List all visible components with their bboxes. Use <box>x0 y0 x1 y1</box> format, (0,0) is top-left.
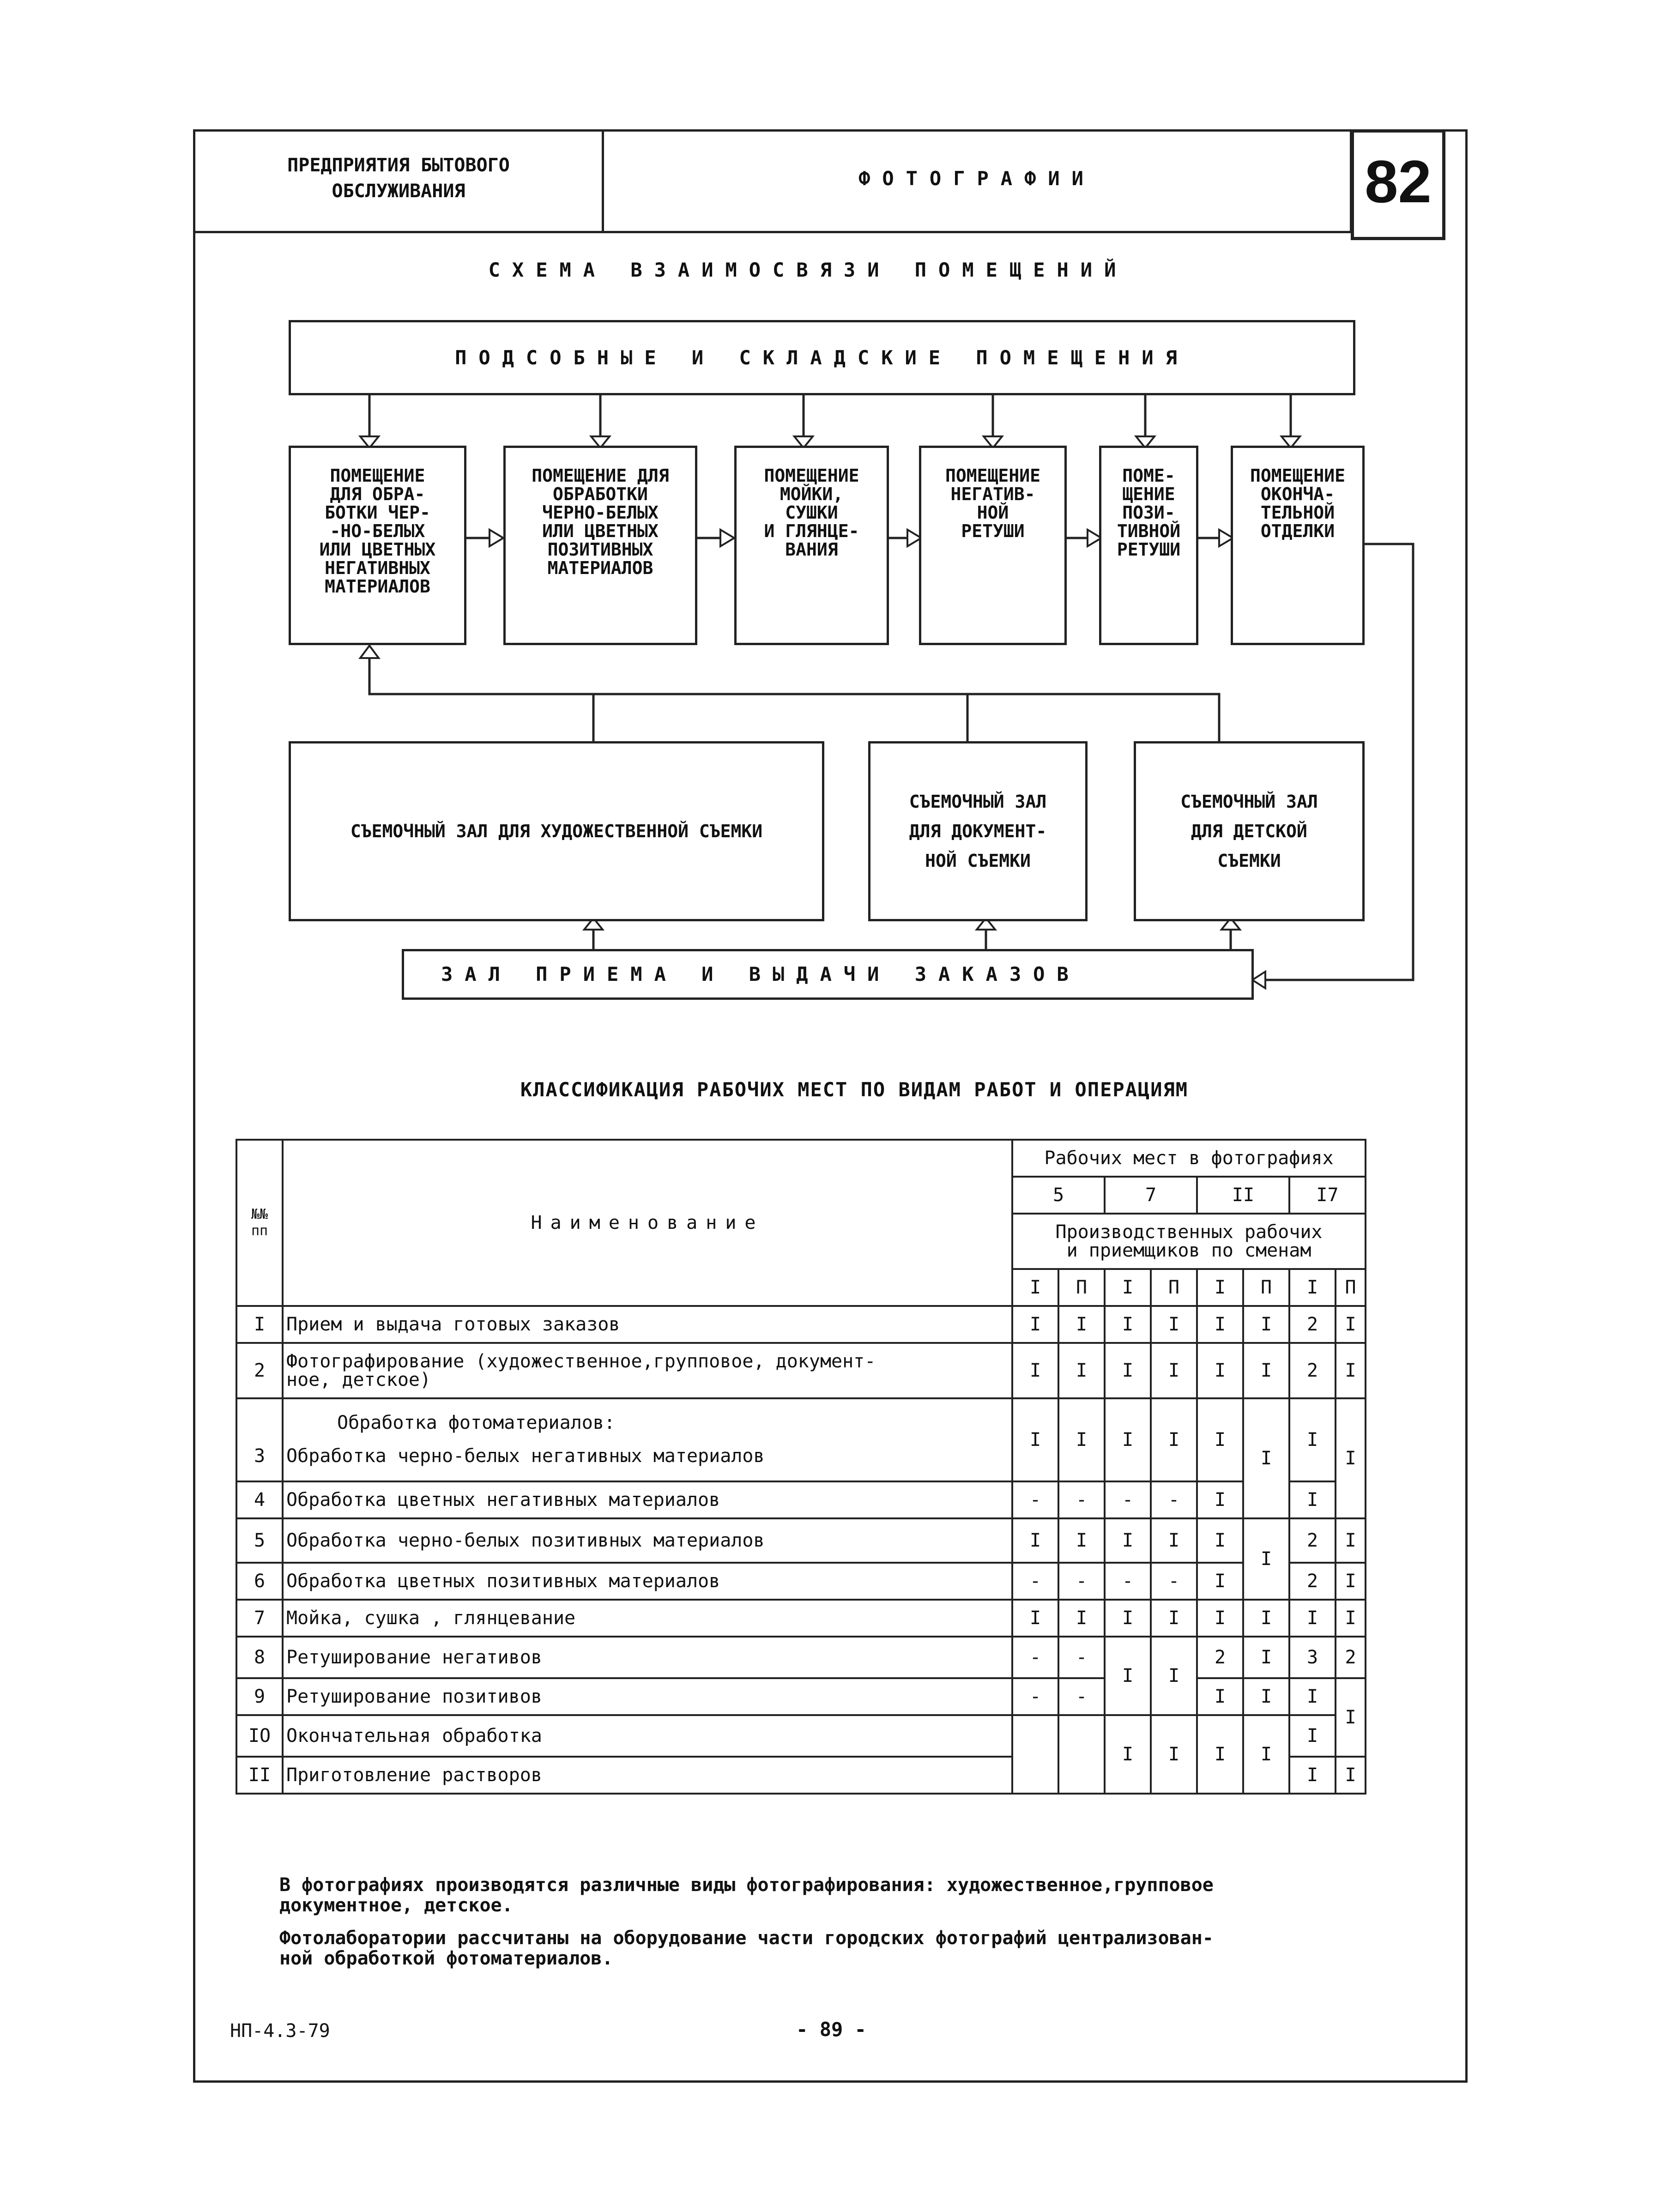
row-number: I <box>236 1306 283 1343</box>
shift-label: П <box>1151 1269 1197 1306</box>
document-code: НП-4.3-79 <box>230 2020 330 2042</box>
table-row <box>236 1306 1366 1343</box>
cell-value: I <box>1105 1600 1151 1637</box>
cell-value: I <box>1289 1481 1336 1518</box>
cell-value-empty <box>1012 1715 1058 1794</box>
row-name: Прием и выдача готовых заказов <box>283 1306 1012 1343</box>
cell-value: I <box>1336 1306 1366 1343</box>
row-name: Окончательная обработка <box>283 1715 1012 1757</box>
table-row <box>236 1481 1366 1518</box>
row-name-block <box>283 1398 1012 1481</box>
cell-value: I <box>1243 1306 1289 1343</box>
table-row <box>236 1563 1366 1600</box>
shift-label: П <box>1243 1269 1289 1306</box>
cell-value: 2 <box>1289 1306 1336 1343</box>
cell-value: - <box>1151 1563 1197 1600</box>
row-name: Мойка, сушка , глянцевание <box>283 1600 1012 1637</box>
cell-value: I <box>1151 1600 1197 1637</box>
auxiliary-rooms-box: ПОДСОБНЫЕ И СКЛАДСКИЕ ПОМЕЩЕНИЯ <box>289 320 1355 395</box>
cell-value: - <box>1058 1563 1105 1600</box>
row-number: 9 <box>236 1678 283 1715</box>
cell-value: I <box>1336 1563 1366 1600</box>
cell-value: I <box>1012 1600 1058 1637</box>
row-name: Фотографирование (художественное,групповое, документ- ное, детское) <box>283 1343 1012 1398</box>
room-negative-processing: ПОМЕЩЕНИЕ ДЛЯ ОБРА- БОТКИ ЧЕР- -НО-БЕЛЫХ ИЛИ ЦВЕТНЫХ НЕГАТИВНЫХ МАТЕРИАЛОВ <box>289 446 466 645</box>
count-5: 5 <box>1012 1177 1105 1214</box>
row-number: II <box>236 1757 283 1794</box>
cell-value: I <box>1243 1678 1289 1715</box>
table-row <box>236 1343 1366 1398</box>
hall-artistic-shooting: СЪЕМОЧНЫЙ ЗАЛ ДЛЯ ХУДОЖЕСТВЕННОЙ СЪЕМКИ <box>289 741 824 921</box>
cell-value: 2 <box>1336 1637 1366 1678</box>
note-2: Фотолаборатории рассчитаны на оборудование части городских фотографий централизован- ной обработкой фотоматериалов. <box>279 1928 1214 1969</box>
row-number: 4 <box>236 1481 283 1518</box>
cell-value: I <box>1289 1715 1336 1757</box>
cell-value: 2 <box>1197 1637 1243 1678</box>
shift-label: П <box>1336 1269 1366 1306</box>
row-number: 5 <box>236 1518 283 1563</box>
cell-value: I <box>1197 1678 1243 1715</box>
cell-value: I <box>1243 1637 1289 1678</box>
room-final-finishing: ПОМЕЩЕНИЕ ОКОНЧА- ТЕЛЬНОЙ ОТДЕЛКИ <box>1231 446 1365 645</box>
group-heading: Обработка фотоматериалов: <box>337 1412 616 1433</box>
cell-value: I <box>1336 1343 1366 1398</box>
cell-value: - <box>1105 1563 1151 1600</box>
cell-value: I <box>1105 1518 1151 1563</box>
table-row <box>236 1637 1366 1678</box>
row-number: 8 <box>236 1637 283 1678</box>
table-row <box>236 1398 1366 1481</box>
cell-value: I <box>1058 1306 1105 1343</box>
room-negative-retouch: ПОМЕЩЕНИЕ НЕГАТИВ- НОЙ РЕТУШИ <box>919 446 1067 645</box>
cell-value: I <box>1243 1343 1289 1398</box>
row-number: 2 <box>236 1343 283 1398</box>
cell-value: - <box>1105 1481 1151 1518</box>
cell-value: I <box>1197 1600 1243 1637</box>
cell-value: I <box>1151 1343 1197 1398</box>
cell-value: I <box>1058 1343 1105 1398</box>
table-row <box>236 1715 1366 1757</box>
cell-value-merged: I <box>1151 1715 1197 1794</box>
cell-value: I <box>1197 1563 1243 1600</box>
cell-value: I <box>1289 1678 1336 1715</box>
count-17: I7 <box>1289 1177 1366 1214</box>
cell-value: - <box>1151 1481 1197 1518</box>
cell-value: I <box>1105 1398 1151 1481</box>
cell-value: I <box>1058 1518 1105 1563</box>
header-title: ФОТОГРАФИИ <box>858 167 1095 190</box>
hall-document-shooting: СЪЕМОЧНЫЙ ЗАЛ ДЛЯ ДОКУМЕНТ- НОЙ СЪЕМКИ <box>868 741 1088 921</box>
row-number: 7 <box>236 1600 283 1637</box>
cell-value-empty <box>1058 1715 1105 1794</box>
col-name-header: Наименование <box>283 1140 1012 1306</box>
row-name: Приготовление растворов <box>283 1757 1012 1794</box>
table-row <box>236 1518 1366 1563</box>
cell-value: I <box>1012 1398 1058 1481</box>
cell-value: - <box>1012 1563 1058 1600</box>
cell-value: 2 <box>1289 1563 1336 1600</box>
cell-value: I <box>1197 1398 1243 1481</box>
cell-value: I <box>1012 1306 1058 1343</box>
cell-value-merged: I <box>1243 1518 1289 1600</box>
page-number: - 89 - <box>796 2018 866 2041</box>
cell-value: - <box>1012 1637 1058 1678</box>
row-name: Ретуширование негативов <box>283 1637 1012 1678</box>
cell-value: - <box>1058 1481 1105 1518</box>
cell-value: I <box>1151 1306 1197 1343</box>
count-11: II <box>1197 1177 1289 1214</box>
cell-value: I <box>1105 1306 1151 1343</box>
cell-value: I <box>1336 1600 1366 1637</box>
cell-value-merged: I <box>1151 1637 1197 1715</box>
cell-value: I <box>1289 1757 1336 1794</box>
shift-subheader: Производственных рабочих и приемщиков по сменам <box>1012 1214 1366 1269</box>
cell-value-merged: I <box>1243 1715 1289 1794</box>
sheet-number: 82 <box>1365 148 1432 215</box>
cell-value-merged: I <box>1105 1637 1151 1715</box>
cell-value: I <box>1058 1398 1105 1481</box>
hall-children-shooting: СЪЕМОЧНЫЙ ЗАЛ ДЛЯ ДЕТСКОЙ СЪЕМКИ <box>1134 741 1365 921</box>
row-number: IO <box>236 1715 283 1757</box>
room-positive-retouch: ПОМЕ- ЩЕНИЕ ПОЗИ- ТИВНОЙ РЕТУШИ <box>1099 446 1198 645</box>
count-7: 7 <box>1105 1177 1197 1214</box>
note-1: В фотографиях производятся различные виды фотографирования: художественное,групповое документное, детское. <box>279 1874 1214 1916</box>
group-header: Рабочих мест в фотографиях <box>1012 1140 1366 1177</box>
cell-value: I <box>1336 1757 1366 1794</box>
cell-value-merged: I <box>1105 1715 1151 1794</box>
shift-label: I <box>1105 1269 1151 1306</box>
cell-value: I <box>1289 1398 1336 1481</box>
row-name: Обработка цветных позитивных материалов <box>283 1563 1012 1600</box>
cell-value: 3 <box>1289 1637 1336 1678</box>
cell-value: - <box>1012 1678 1058 1715</box>
cell-value: - <box>1012 1481 1058 1518</box>
cell-value: I <box>1243 1600 1289 1637</box>
row-name: Обработка черно-белых позитивных материалов <box>283 1518 1012 1563</box>
row-name: Обработка цветных негативных материалов <box>283 1481 1012 1518</box>
cell-value: - <box>1058 1678 1105 1715</box>
order-reception-hall: ЗАЛ ПРИЕМА И ВЫДАЧИ ЗАКАЗОВ <box>402 949 1254 1000</box>
row-name: Ретуширование позитивов <box>283 1678 1012 1715</box>
table-header-row <box>236 1140 1366 1177</box>
cell-value: 2 <box>1289 1343 1336 1398</box>
scheme-title: СХЕМА ВЗАИМОСВЯЗИ ПОМЕЩЕНИЙ <box>488 259 1128 281</box>
room-positive-processing: ПОМЕЩЕНИЕ ДЛЯ ОБРАБОТКИ ЧЕРНО-БЕЛЫХ ИЛИ ЦВЕТНЫХ ПОЗИТИВНЫХ МАТЕРИАЛОВ <box>503 446 697 645</box>
shift-label: П <box>1058 1269 1105 1306</box>
cell-value: I <box>1197 1306 1243 1343</box>
room-washing-drying: ПОМЕЩЕНИЕ МОЙКИ, СУШКИ И ГЛЯНЦЕ- ВАНИЯ <box>734 446 889 645</box>
shift-label: I <box>1197 1269 1243 1306</box>
shift-label: I <box>1289 1269 1336 1306</box>
cell-value: I <box>1197 1343 1243 1398</box>
col-number-header: №№ пп <box>236 1140 283 1306</box>
row-name: Обработка черно-белых негативных материалов <box>286 1445 765 1467</box>
cell-value: 2 <box>1289 1518 1336 1563</box>
cell-value: I <box>1151 1518 1197 1563</box>
cell-value: I <box>1336 1518 1366 1563</box>
cell-value-merged: I <box>1336 1678 1366 1757</box>
cell-value: I <box>1058 1600 1105 1637</box>
row-number: 3 <box>236 1398 283 1481</box>
classification-title: КЛАССИФИКАЦИЯ РАБОЧИХ МЕСТ ПО ВИДАМ РАБОТ И ОПЕРАЦИЯМ <box>520 1078 1189 1101</box>
cell-value: I <box>1105 1343 1151 1398</box>
header-category: ПРЕДПРИЯТИЯ БЫТОВОГО ОБСЛУЖИВАНИЯ <box>287 155 510 202</box>
classification-table <box>236 1139 1366 1795</box>
table-row <box>236 1600 1366 1637</box>
cell-value: I <box>1012 1518 1058 1563</box>
cell-value: - <box>1058 1637 1105 1678</box>
cell-value-merged: I <box>1336 1398 1366 1518</box>
cell-value: I <box>1151 1398 1197 1481</box>
cell-value-merged: I <box>1197 1715 1243 1794</box>
cell-value-merged: I <box>1243 1398 1289 1518</box>
shift-label: I <box>1012 1269 1058 1306</box>
cell-value: I <box>1197 1481 1243 1518</box>
cell-value: I <box>1012 1343 1058 1398</box>
row-number: 6 <box>236 1563 283 1600</box>
cell-value: I <box>1197 1518 1243 1563</box>
cell-value: I <box>1289 1600 1336 1637</box>
